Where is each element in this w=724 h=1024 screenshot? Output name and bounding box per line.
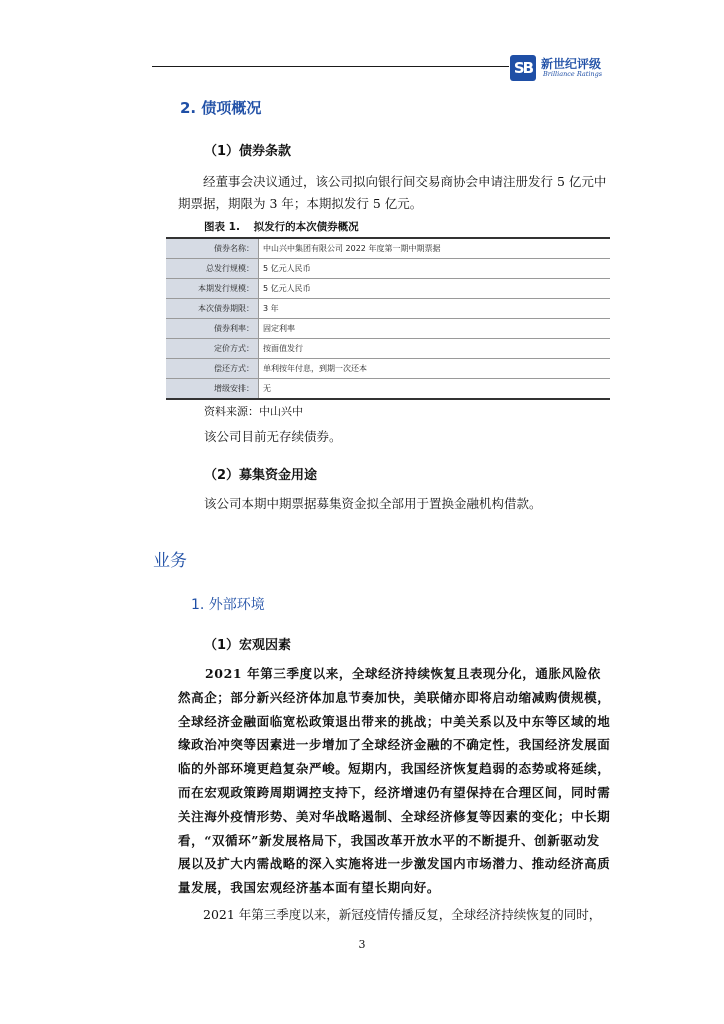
subheading-macro-factors: （1）宏观因素 bbox=[204, 638, 292, 653]
table-row bbox=[166, 238, 610, 259]
table-key: 债券利率： bbox=[166, 319, 259, 339]
table-value: 固定利率 bbox=[259, 319, 611, 339]
table-caption-title: 拟发行的本次债券概况 bbox=[253, 221, 359, 233]
brand-logo bbox=[510, 52, 620, 84]
table-value: 按面值发行 bbox=[259, 339, 611, 359]
bond-terms-table bbox=[166, 237, 610, 400]
logo-mark-icon: SB bbox=[510, 55, 536, 81]
bond-terms-paragraph: 经董事会决议通过，该公司拟向银行间交易商协会申请注册发行 5 亿元中期票据，期限为 3 年；本期拟发行 5 亿元。 bbox=[178, 174, 607, 211]
table-value: 中山兴中集团有限公司 2022 年度第一期中期票据 bbox=[259, 238, 611, 259]
use-of-proceeds-paragraph: 该公司本期中期票据募集资金拟全部用于置换金融机构借款。 bbox=[204, 496, 542, 511]
table-row bbox=[166, 259, 610, 279]
page-number: 3 bbox=[358, 938, 366, 951]
table-key: 本次债券期限： bbox=[166, 299, 259, 319]
table-value: 5 亿元人民币 bbox=[259, 259, 611, 279]
table-value: 5 亿元人民币 bbox=[259, 279, 611, 299]
table-key: 偿还方式： bbox=[166, 359, 259, 379]
table-row bbox=[166, 299, 610, 319]
table-key: 债券名称： bbox=[166, 238, 259, 259]
table-key: 总发行规模： bbox=[166, 259, 259, 279]
table-key: 本期发行规模： bbox=[166, 279, 259, 299]
table-row bbox=[166, 359, 610, 379]
table-source-note: 资料来源：中山兴中 bbox=[204, 405, 303, 418]
section-heading-business: 业务 bbox=[153, 551, 187, 571]
table-row bbox=[166, 319, 610, 339]
subheading-bond-terms: （1）债券条款 bbox=[204, 144, 292, 159]
table-row bbox=[166, 379, 610, 400]
table-caption-number: 图表 1. bbox=[204, 221, 240, 233]
table-row bbox=[166, 339, 610, 359]
no-outstanding-bonds-paragraph: 该公司目前无存续债券。 bbox=[204, 429, 342, 444]
subheading-external-environment: 1. 外部环境 bbox=[191, 597, 265, 613]
section-heading-debt-overview: 2. 债项概况 bbox=[180, 99, 262, 117]
table-row bbox=[166, 279, 610, 299]
logo-chinese-name: 新世纪评级 bbox=[541, 57, 602, 71]
macro-detail-paragraph: 2021 年第三季度以来，新冠疫情传播反复，全球经济持续恢复的同时， bbox=[203, 907, 602, 922]
macro-summary-paragraph: 2021 年第三季度以来，全球经济持续恢复且表现分化，通胀风险依然高企；部分新兴经济体加息节奏加快，美联储亦即将启动缩减购债规模，全球经济金融面临宽松政策退出带来的挑战；中美关系以及中东等区域的地缘政治冲突等因素进一步增加了全球经济金融的不确定性，我国经济发展面临的外部环境更趋复杂严峻。短期内，我国经济恢复趋弱的态势或将延续，而在宏观政策跨周期调控支持下，经济增速仍有望保持在合理区间，同时需关注海外疫情形势、美对华战略遏制、全球经济修复等因素的变化；中长期看，“双循环”新发展格局下，我国改革开放水平的不断提升、创新驱动发展以及扩大内需战略的深入实施将进一步激发国内市场潜力、推动经济高质量发展，我国宏观经济基本面有望长期向好。 bbox=[178, 666, 611, 896]
table-key: 增级安排： bbox=[166, 379, 259, 400]
logo-english-name: Brilliance Ratings bbox=[543, 70, 603, 78]
table-value: 单利按年付息，到期一次还本 bbox=[259, 359, 611, 379]
header-rule bbox=[152, 66, 509, 67]
table-caption bbox=[204, 219, 359, 234]
table-value: 无 bbox=[259, 379, 611, 400]
subheading-use-of-proceeds: （2）募集资金用途 bbox=[204, 468, 318, 483]
table-key: 定价方式： bbox=[166, 339, 259, 359]
table-value: 3 年 bbox=[259, 299, 611, 319]
